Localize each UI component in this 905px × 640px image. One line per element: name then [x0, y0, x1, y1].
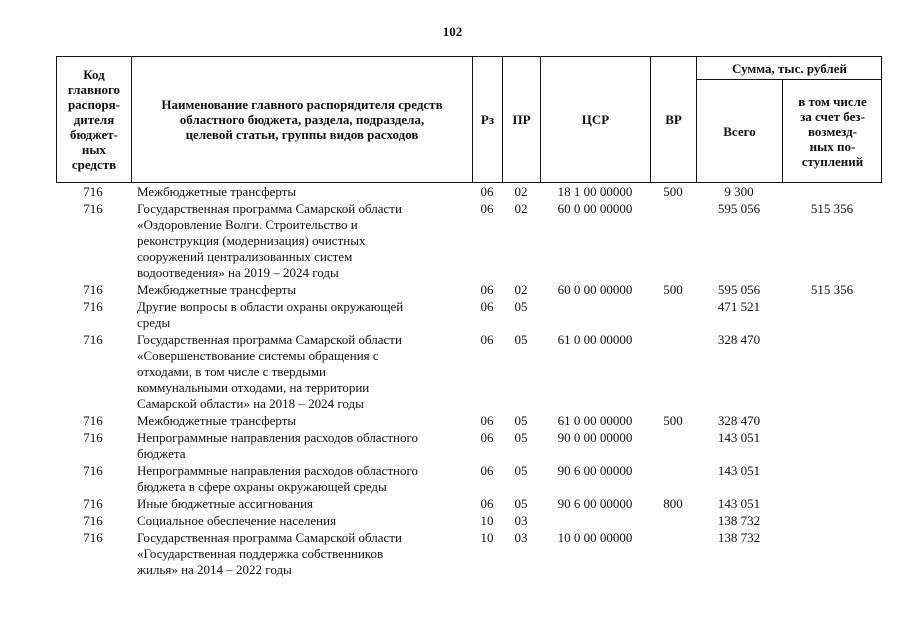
header-bez: в том числе за счет без- возмезд- ных по- ступлений — [798, 93, 867, 169]
row-name-line: Государственная программа Самарской области — [137, 530, 402, 545]
row-name-line: Непрограммные направления расходов областного — [137, 430, 418, 445]
row-name-line: Иные бюджетные ассигнования — [137, 496, 314, 511]
row-vsego: 138 732 — [717, 530, 761, 545]
row-vr: 500 — [663, 184, 683, 199]
table-row — [0, 332, 905, 413]
row-vsego: 9 300 — [724, 184, 754, 199]
row-csr: 60 0 00 00000 — [557, 201, 633, 216]
header-name: Наименование главного распорядителя средств областного бюджета, раздела, подраздела, целевой статьи, группы видов расходов — [161, 97, 443, 142]
row-vsego: 595 056 — [717, 201, 761, 216]
header-vr: ВР — [665, 112, 682, 127]
row-kod: 716 — [83, 184, 103, 199]
row-name-line: коммунальными отходами, на территории — [137, 380, 370, 395]
row-name-line: реконструкция (модернизация) очистных — [137, 233, 366, 248]
row-pr: 02 — [514, 282, 528, 297]
row-rz: 06 — [480, 299, 494, 314]
table-row — [0, 413, 905, 430]
row-kod: 716 — [83, 282, 103, 297]
row-kod: 716 — [83, 332, 103, 347]
row-kod: 716 — [83, 430, 103, 445]
row-csr: 18 1 00 00000 — [557, 184, 633, 199]
row-vsego: 328 470 — [717, 413, 761, 428]
row-rz: 06 — [480, 413, 494, 428]
header-vsego: Всего — [723, 123, 756, 139]
row-name — [137, 184, 469, 200]
row-rz: 10 — [480, 530, 494, 545]
row-pr: 05 — [514, 299, 528, 314]
row-rz: 06 — [480, 430, 494, 445]
row-name-line: жилья» на 2014 – 2022 годы — [137, 562, 292, 577]
row-rz: 10 — [480, 513, 494, 528]
row-kod: 716 — [83, 530, 103, 545]
row-name — [137, 332, 469, 412]
row-name-line: «Государственная поддержка собственников — [137, 546, 384, 561]
row-name-line: Государственная программа Самарской области — [137, 332, 402, 347]
row-name-line: отходами, в том числе с твердыми — [137, 364, 327, 379]
row-name — [137, 496, 469, 512]
row-pr: 02 — [514, 184, 528, 199]
row-vr: 800 — [663, 496, 683, 511]
row-name-line: среды — [137, 315, 171, 330]
row-pr: 05 — [514, 430, 528, 445]
row-kod: 716 — [83, 496, 103, 511]
row-name-line: Межбюджетные трансферты — [137, 413, 297, 428]
table-row — [0, 513, 905, 530]
row-name — [137, 299, 469, 331]
table-row — [0, 530, 905, 579]
row-vsego: 471 521 — [717, 299, 761, 314]
row-bez: 515 356 — [810, 201, 854, 216]
row-rz: 06 — [480, 282, 494, 297]
row-csr: 90 6 00 00000 — [557, 463, 633, 478]
row-name-line: «Совершенствование системы обращения с — [137, 348, 379, 363]
row-name-line: Межбюджетные трансферты — [137, 282, 297, 297]
row-name — [137, 201, 469, 281]
table-row — [0, 299, 905, 332]
row-rz: 06 — [480, 201, 494, 216]
row-csr: 60 0 00 00000 — [557, 282, 633, 297]
row-csr: 61 0 00 00000 — [557, 332, 633, 347]
row-pr: 03 — [514, 530, 528, 545]
row-name-line: Другие вопросы в области охраны окружающей — [137, 299, 404, 314]
row-name — [137, 430, 469, 462]
row-vsego: 595 056 — [717, 282, 761, 297]
row-rz: 06 — [480, 463, 494, 478]
row-vsego: 143 051 — [717, 463, 761, 478]
row-pr: 05 — [514, 496, 528, 511]
row-csr: 90 6 00 00000 — [557, 496, 633, 511]
table-row — [0, 184, 905, 201]
row-kod: 716 — [83, 513, 103, 528]
row-bez: 515 356 — [810, 282, 854, 297]
table-row — [0, 463, 905, 496]
row-rz: 06 — [480, 184, 494, 199]
page-number: 102 — [442, 24, 463, 39]
row-pr: 03 — [514, 513, 528, 528]
row-csr: 61 0 00 00000 — [557, 413, 633, 428]
row-name-line: Самарской области» на 2018 – 2024 годы — [137, 396, 364, 411]
row-csr: 10 0 00 00000 — [557, 530, 633, 545]
row-csr: 90 0 00 00000 — [557, 430, 633, 445]
row-pr: 05 — [514, 413, 528, 428]
row-name — [137, 282, 469, 298]
table-row — [0, 201, 905, 282]
row-name — [137, 413, 469, 429]
row-vsego: 143 051 — [717, 430, 761, 445]
row-name-line: бюджета в сфере охраны окружающей среды — [137, 479, 387, 494]
row-vsego: 138 732 — [717, 513, 761, 528]
row-name-line: водоотведения» на 2019 – 2024 годы — [137, 265, 339, 280]
table-row — [0, 496, 905, 513]
row-rz: 06 — [480, 496, 494, 511]
table-row — [0, 282, 905, 299]
table-row — [0, 430, 905, 463]
row-pr: 05 — [514, 332, 528, 347]
header-pr: ПР — [512, 112, 531, 127]
row-vr: 500 — [663, 282, 683, 297]
row-vr: 500 — [663, 413, 683, 428]
row-name-line: Социальное обеспечение населения — [137, 513, 337, 528]
row-kod: 716 — [83, 299, 103, 314]
row-vsego: 143 051 — [717, 496, 761, 511]
row-name-line: бюджета — [137, 446, 186, 461]
row-name — [137, 513, 469, 529]
header-kod: Код главного распоря- дителя бюджет- ных средств — [67, 67, 121, 172]
table-header — [56, 56, 882, 183]
row-vsego: 328 470 — [717, 332, 761, 347]
row-kod: 716 — [83, 201, 103, 216]
header-csr: ЦСР — [581, 112, 610, 127]
table-body — [0, 184, 905, 579]
row-pr: 05 — [514, 463, 528, 478]
row-name — [137, 530, 469, 578]
row-name-line: Межбюджетные трансферты — [137, 184, 297, 199]
row-name-line: Непрограммные направления расходов областного — [137, 463, 418, 478]
row-kod: 716 — [83, 413, 103, 428]
row-kod: 716 — [83, 463, 103, 478]
row-name-line: сооружений централизованных систем — [137, 249, 353, 264]
row-name-line: «Оздоровление Волги. Строительство и — [137, 217, 358, 232]
row-name-line: Государственная программа Самарской области — [137, 201, 402, 216]
row-rz: 06 — [480, 332, 494, 347]
header-summa: Сумма, тыс. рублей — [732, 60, 847, 76]
row-pr: 02 — [514, 201, 528, 216]
header-rz: Рз — [480, 112, 495, 127]
row-name — [137, 463, 469, 495]
